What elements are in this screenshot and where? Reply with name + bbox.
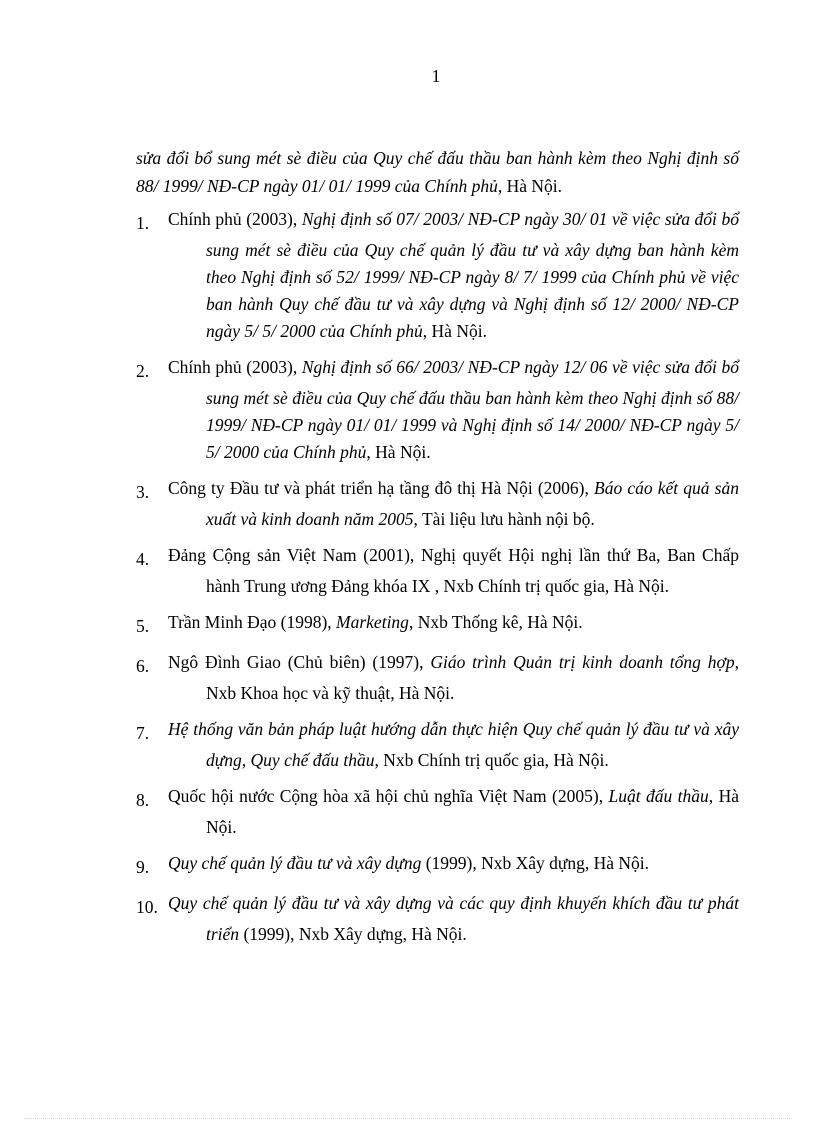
- reference-publisher: , Hà Nội.: [422, 321, 487, 341]
- continued-reference-tail: , Hà Nội.: [497, 176, 562, 196]
- reference-number: 7.: [136, 723, 150, 743]
- reference-item: [136, 206, 739, 345]
- references-body: [136, 144, 739, 957]
- reference-publisher: (1999), Nxb Xây dựng, Hà Nội.: [421, 853, 650, 873]
- reference-number: 2.: [136, 361, 150, 381]
- reference-item: [136, 609, 739, 640]
- reference-title: Nghị định số 07/ 2003/ NĐ-CP ngày 30/ 01 về việc sửa đổi bổ sung mét sè điều của Quy chế quản lý đầu tư và xây dựng ban hành kèm theo Nghị định số 52/ 1999/ NĐ-CP ngày 8/ 7/ 1999 của Chính phủ về việc ban hành Quy chế đầu tư và xây dựng và Nghị định số 12/ 2000/ NĐ-CP ngày 5/ 5/ 2000 của Chính phủ: [206, 209, 739, 341]
- reference-author: Đảng Cộng sản Việt Nam (2001), Nghị quyết Hội nghị lần thứ Ba, Ban Chấp hành Trung ương Đảng khóa IX , Nxb Chính trị quốc gia, Hà Nội.: [168, 545, 739, 596]
- reference-item: [136, 783, 739, 841]
- reference-publisher: , Tài liệu lưu hành nội bộ.: [413, 509, 595, 529]
- reference-title: Quy chế quản lý đầu tư và xây dựng và các quy định khuyến khích đầu tư phát triển: [168, 893, 739, 944]
- reference-item: [136, 850, 739, 881]
- reference-number: 8.: [136, 790, 150, 810]
- reference-title: Giáo trình Quản trị kinh doanh tổng hợp: [430, 652, 735, 672]
- reference-number: 4.: [136, 549, 150, 569]
- page-number: 1: [431, 66, 441, 86]
- continued-reference: [136, 144, 739, 200]
- reference-title: Báo cáo kết quả sản xuất và kinh doanh năm 2005: [206, 478, 739, 529]
- reference-item: [136, 542, 739, 600]
- reference-number: 10.: [136, 897, 158, 917]
- reference-item: [136, 890, 739, 948]
- reference-publisher: , Nxb Khoa học và kỹ thuật, Hà Nội.: [206, 652, 739, 703]
- reference-author: Công ty Đầu tư và phát triển hạ tầng đô thị Hà Nội (2006),: [168, 478, 595, 498]
- reference-title: Nghị định số 66/ 2003/ NĐ-CP ngày 12/ 06 về việc sửa đổi bổ sung mét sè điều của Quy chế đấu thầu ban hành kèm theo Nghị định số 88/ 1999/ NĐ-CP ngày 01/ 01/ 1999 và Nghị định số 14/ 2000/ NĐ-CP ngày 5/ 5/ 2000 của Chính phủ: [206, 357, 739, 462]
- reference-publisher: , Nxb Chính trị quốc gia, Hà Nội.: [374, 750, 609, 770]
- reference-author: Chính phủ (2003),: [168, 209, 302, 229]
- reference-publisher: , Hà Nội.: [206, 786, 739, 837]
- reference-number: 1.: [136, 213, 150, 233]
- reference-number: 5.: [136, 616, 150, 636]
- continued-reference-title: sửa đổi bổ sung mét sè điều của Quy chế đấu thầu ban hành kèm theo Nghị định số 88/ 1999/ NĐ-CP ngày 01/ 01/ 1999 của Chính phủ: [136, 148, 739, 196]
- reference-item: [136, 649, 739, 707]
- reference-author: Ngô Đình Giao (Chủ biên) (1997),: [168, 652, 431, 672]
- reference-number: 3.: [136, 482, 150, 502]
- reference-publisher: , Hà Nội.: [366, 442, 431, 462]
- reference-list: [136, 206, 739, 948]
- reference-item: [136, 354, 739, 466]
- reference-title: Marketing: [336, 612, 409, 632]
- reference-title: Hệ thống văn bản pháp luật hướng dẫn thực hiện Quy chế quản lý đầu tư và xây dựng, Quy chế đấu thầu: [168, 719, 739, 770]
- reference-author: Chính phủ (2003),: [168, 357, 302, 377]
- reference-title: Quy chế quản lý đầu tư và xây dựng: [168, 853, 422, 873]
- reference-number: 6.: [136, 656, 150, 676]
- reference-author: Trần Minh Đạo (1998),: [168, 612, 337, 632]
- reference-item: [136, 475, 739, 533]
- page-bottom-divider: [24, 1118, 792, 1119]
- reference-title: Luật đấu thầu: [608, 786, 709, 806]
- reference-publisher: , Nxb Thống kê, Hà Nội.: [408, 612, 583, 632]
- reference-publisher: (1999), Nxb Xây dựng, Hà Nội.: [239, 924, 467, 944]
- reference-author: Quốc hội nước Cộng hòa xã hội chủ nghĩa Việt Nam (2005),: [168, 786, 609, 806]
- reference-number: 9.: [136, 857, 150, 877]
- reference-item: [136, 716, 739, 774]
